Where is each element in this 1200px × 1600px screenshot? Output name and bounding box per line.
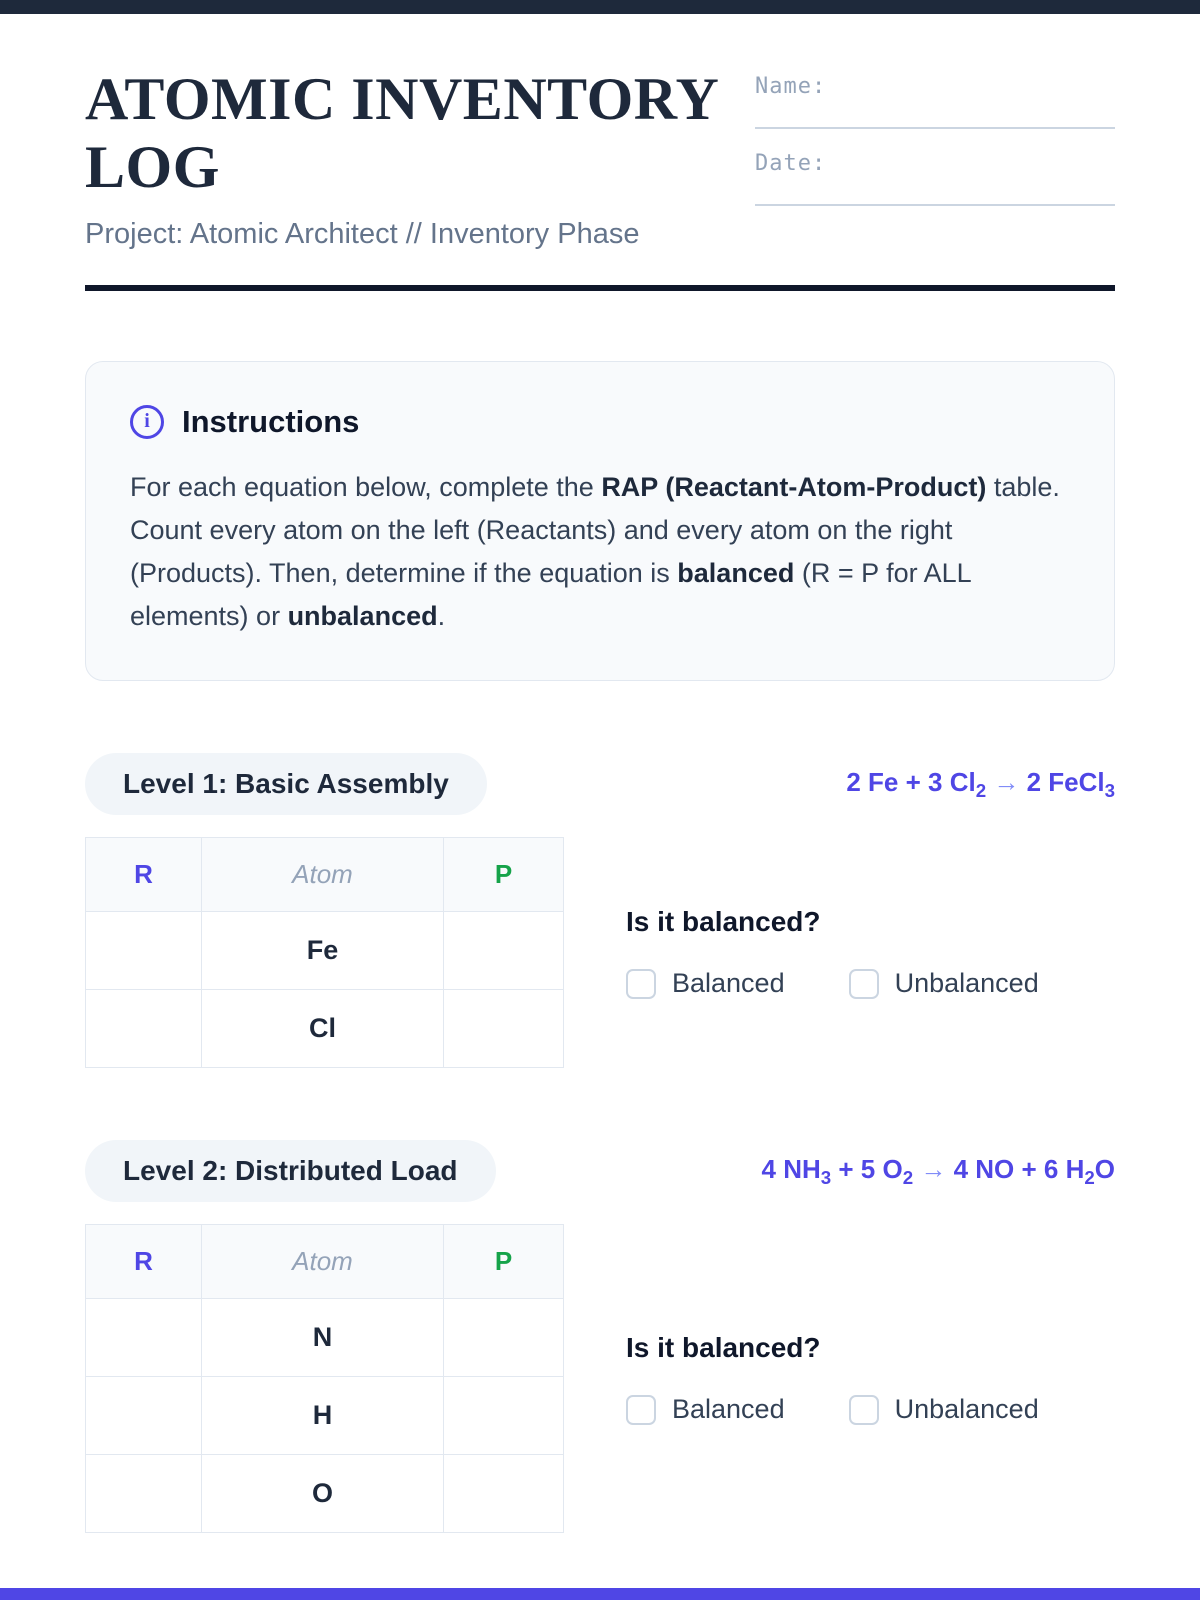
reactant-count-cell[interactable]	[86, 912, 202, 990]
table-row	[86, 1299, 564, 1377]
name-date-block	[755, 66, 1115, 251]
worksheet-page	[0, 66, 1200, 1533]
top-accent-bar	[0, 0, 1200, 14]
balanced-checkbox[interactable]	[626, 1395, 656, 1425]
products-column-header: P	[444, 1225, 564, 1299]
balanced-label: Balanced	[672, 1394, 785, 1425]
bottom-accent-bar	[0, 1588, 1200, 1600]
balanced-checkbox[interactable]	[626, 969, 656, 999]
reactant-count-cell[interactable]	[86, 1377, 202, 1455]
level-1-header	[85, 753, 1115, 815]
level-2-equation: 4 $NH_3 + 5$ $O_2 \to 4$ NO + 6 $H_2O$	[761, 1153, 1115, 1188]
atom-cell: N	[202, 1299, 444, 1377]
atom-cell: H	[202, 1377, 444, 1455]
product-count-cell[interactable]	[444, 990, 564, 1068]
balanced-option[interactable]	[626, 1394, 785, 1425]
level-1-label: Level 1: Basic Assembly	[85, 753, 487, 815]
balance-options	[626, 968, 1039, 999]
products-column-header: P	[444, 838, 564, 912]
product-count-cell[interactable]	[444, 912, 564, 990]
level-2-section	[85, 1140, 1115, 1533]
level-1-equation: 2 Fe + 3 $Cl_2 \to 2$ FeCl$_3$	[846, 766, 1115, 801]
reactants-column-header: R	[86, 1225, 202, 1299]
table-row	[86, 990, 564, 1068]
date-input-line[interactable]	[755, 176, 1115, 206]
header-title-block	[85, 66, 725, 251]
product-count-cell[interactable]	[444, 1377, 564, 1455]
balanced-label: Balanced	[672, 968, 785, 999]
balanced-option[interactable]	[626, 968, 785, 999]
date-field	[755, 151, 1115, 206]
name-input-line[interactable]	[755, 99, 1115, 129]
table-header-row	[86, 838, 564, 912]
header-divider	[85, 285, 1115, 291]
table-row	[86, 912, 564, 990]
name-field	[755, 74, 1115, 129]
reactant-count-cell[interactable]	[86, 1455, 202, 1533]
table-header-row	[86, 1225, 564, 1299]
atom-cell: Fe	[202, 912, 444, 990]
level-1-balance-block	[626, 906, 1039, 999]
level-1-body	[85, 837, 1115, 1068]
instructions-body: For each equation below, complete the RAP (Reactant-Atom-Product) table. Count every atom on the left (Reactants) and every atom on the right (Products). Then, determine if the equation is balanced (R = P for ALL elements) or unbalanced.	[130, 471, 1060, 632]
level-2-label: Level 2: Distributed Load	[85, 1140, 496, 1202]
name-label: Name:	[755, 74, 827, 99]
reactant-count-cell[interactable]	[86, 1299, 202, 1377]
unbalanced-label: Unbalanced	[894, 968, 1039, 999]
level-2-balance-block	[626, 1332, 1039, 1425]
reactant-count-cell[interactable]	[86, 990, 202, 1068]
unbalanced-option[interactable]	[849, 968, 1039, 999]
date-label: Date:	[755, 151, 827, 176]
level-2-rap-table	[85, 1224, 564, 1533]
level-1-rap-table	[85, 837, 564, 1068]
page-title: ATOMIC INVENTORY LOG	[85, 66, 718, 200]
reactants-column-header: R	[86, 838, 202, 912]
unbalanced-label: Unbalanced	[894, 1394, 1039, 1425]
table-row	[86, 1377, 564, 1455]
atom-column-header: Atom	[202, 1225, 444, 1299]
product-count-cell[interactable]	[444, 1299, 564, 1377]
balance-options	[626, 1394, 1039, 1425]
project-subtitle: Project: Atomic Architect // Inventory Phase	[85, 217, 640, 250]
level-2-header	[85, 1140, 1115, 1202]
unbalanced-option[interactable]	[849, 1394, 1039, 1425]
atom-cell: O	[202, 1455, 444, 1533]
level-1-section	[85, 753, 1115, 1068]
balance-question: Is it balanced?	[626, 906, 821, 938]
instructions-header	[130, 404, 1070, 440]
balance-question: Is it balanced?	[626, 1332, 821, 1364]
table-row	[86, 1455, 564, 1533]
instructions-heading: Instructions	[182, 403, 360, 439]
unbalanced-checkbox[interactable]	[849, 1395, 879, 1425]
atom-column-header: Atom	[202, 838, 444, 912]
info-icon: i	[130, 405, 164, 439]
unbalanced-checkbox[interactable]	[849, 969, 879, 999]
instructions-card	[85, 361, 1115, 682]
product-count-cell[interactable]	[444, 1455, 564, 1533]
atom-cell: Cl	[202, 990, 444, 1068]
header	[85, 66, 1115, 251]
level-2-body	[85, 1224, 1115, 1533]
